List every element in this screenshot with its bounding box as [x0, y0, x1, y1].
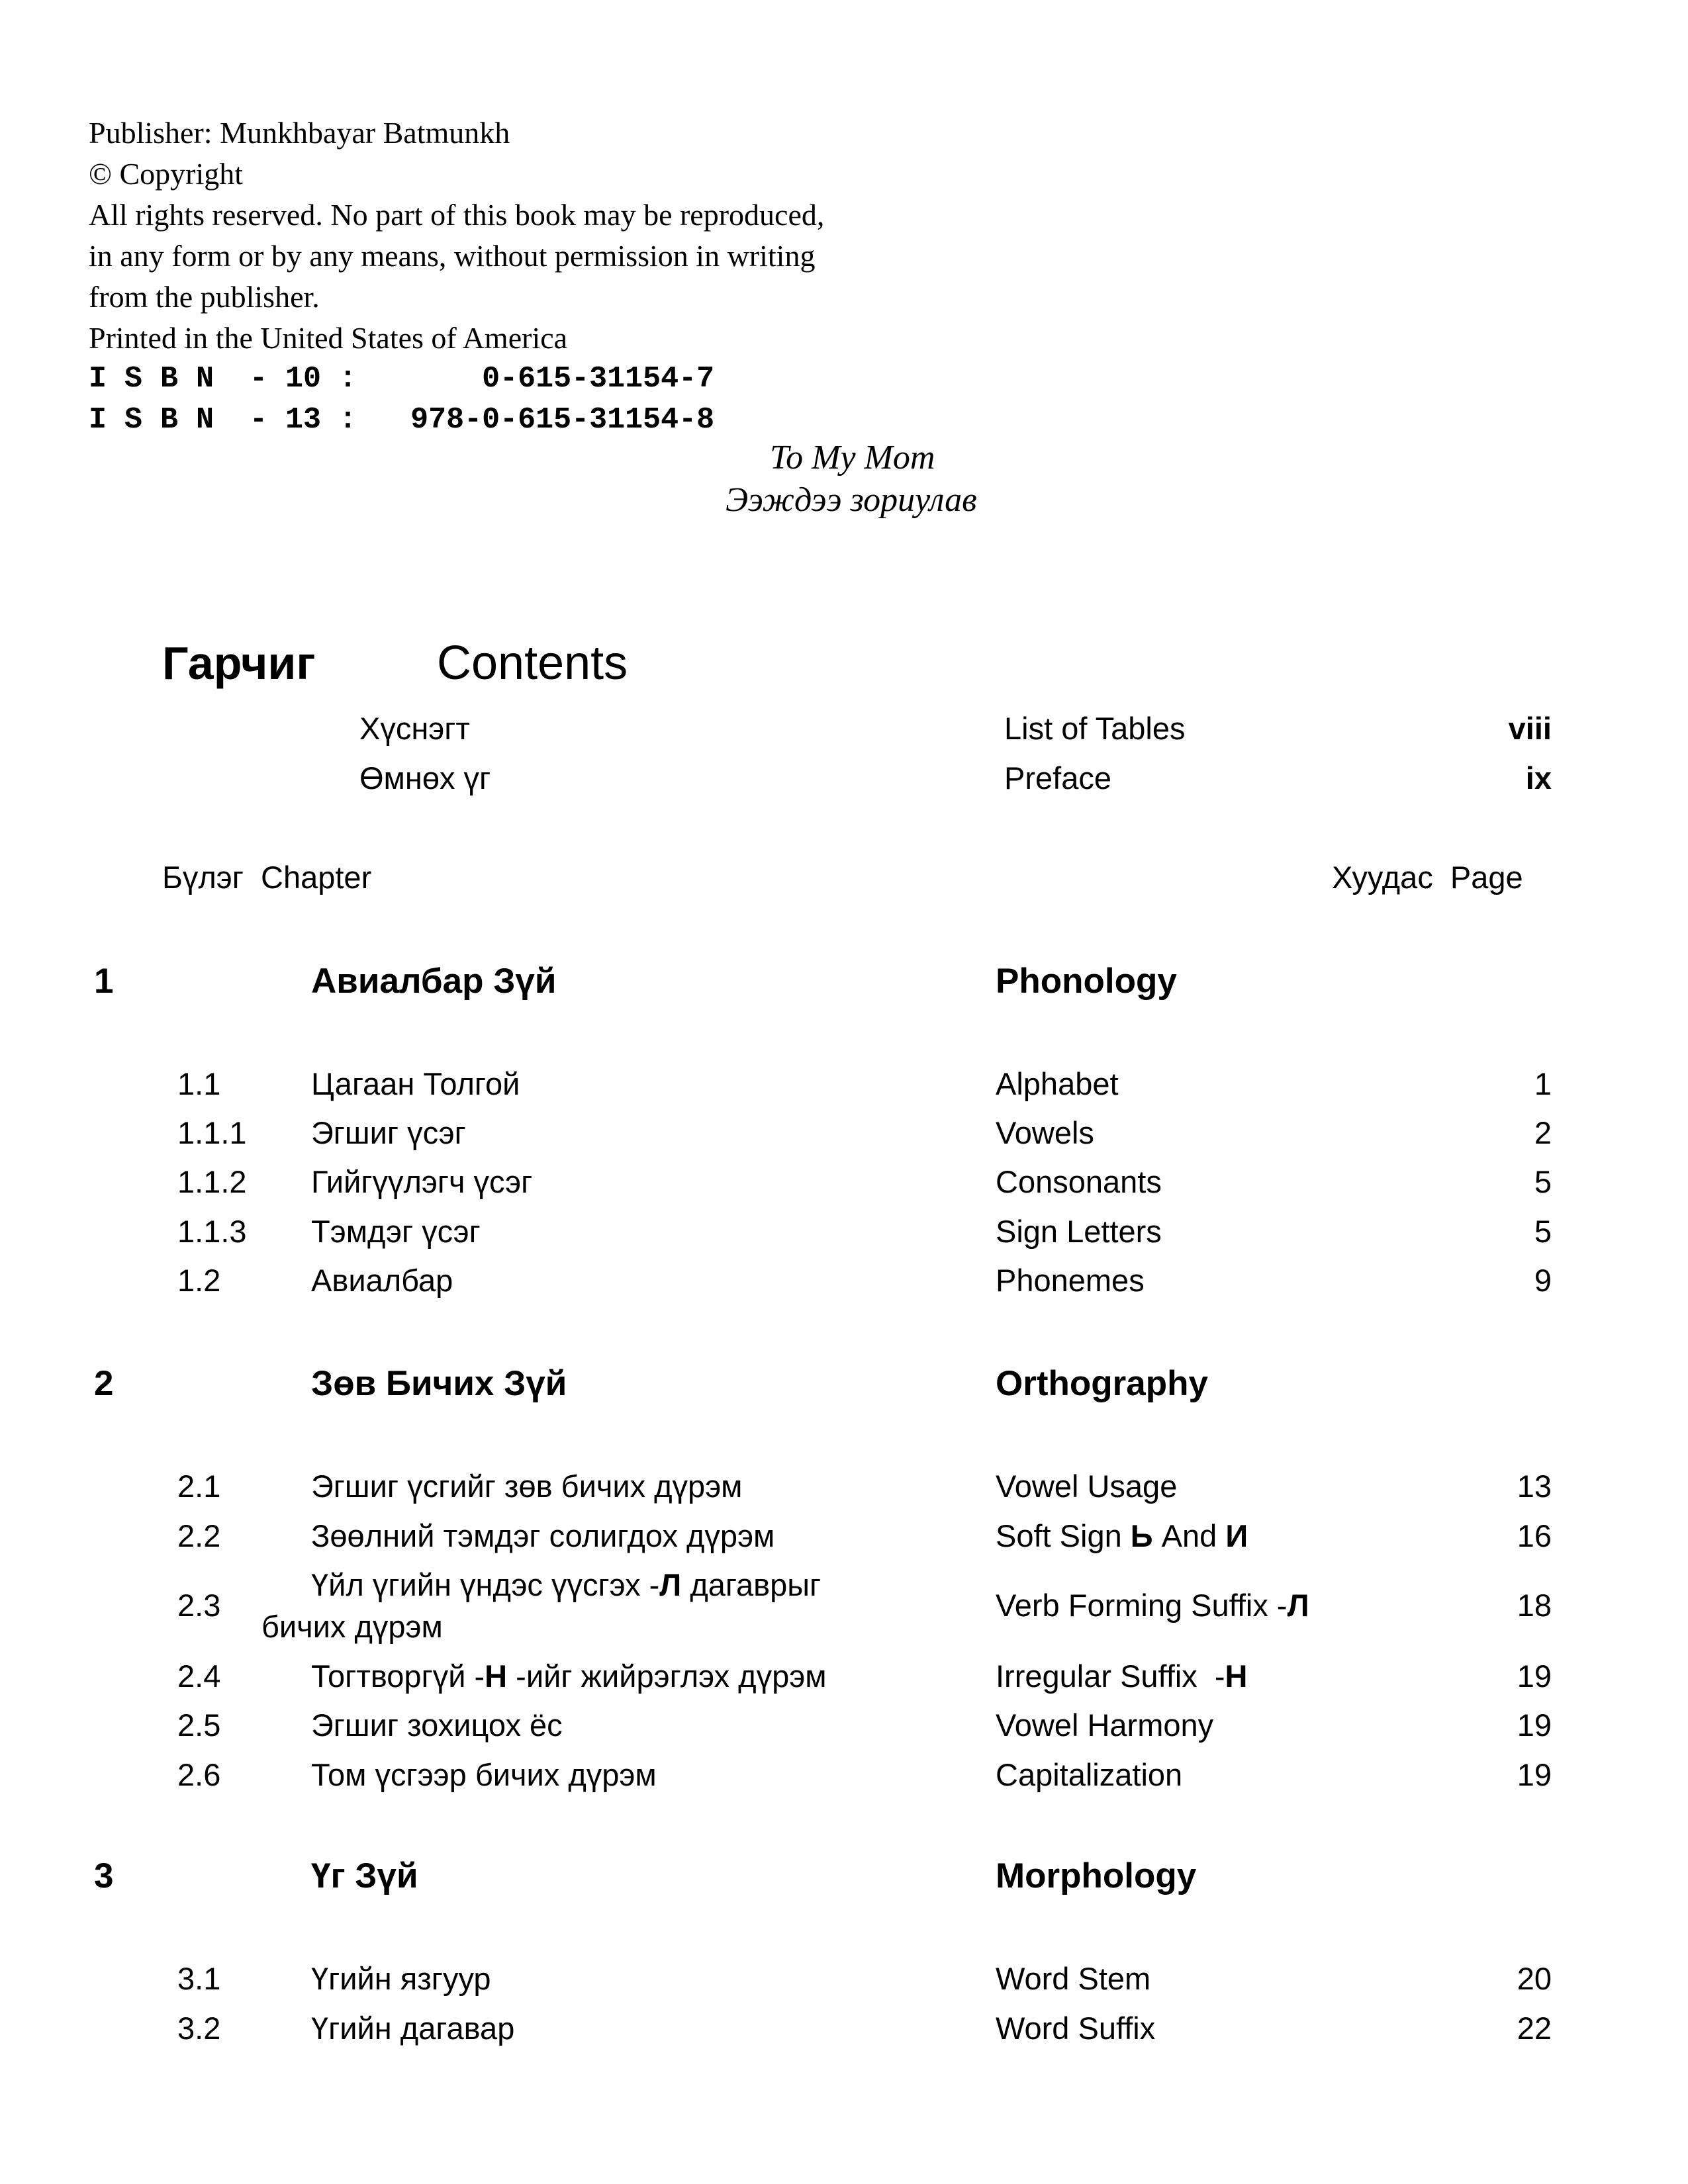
- section-page: 2: [1534, 1115, 1552, 1150]
- section-page: 1: [1534, 1066, 1552, 1101]
- section-title-mn: Том үсгээр бичих дүрэм: [311, 1757, 657, 1792]
- chapter-title-mn: Зөв Бичих Зүй: [311, 1364, 567, 1403]
- section-title-en: Alphabet: [996, 1066, 1119, 1101]
- section-title-en: Vowel Usage: [996, 1469, 1178, 1504]
- section-number: 1.2: [177, 1263, 221, 1298]
- title-part: дагаврыг: [681, 1567, 821, 1602]
- contents-title-mn: Гарчиг: [162, 637, 316, 689]
- chapter-number: 2: [94, 1364, 114, 1403]
- section-title-mn: Авиалбар: [311, 1263, 453, 1298]
- section-page: 5: [1534, 1214, 1552, 1249]
- soft-sign-letter: Ь: [1130, 1518, 1153, 1553]
- section-title-mn: Үгийн дагавар: [311, 2011, 515, 2046]
- header-page: Хуудас Page: [1332, 860, 1523, 895]
- section-title-en: Word Suffix: [996, 2011, 1156, 2046]
- title-part: Verb Forming Suffix -: [996, 1588, 1288, 1623]
- section-title-mn: Эгшиг үсэг: [311, 1115, 466, 1150]
- section-title-en: [996, 1518, 1248, 1554]
- section-page: 19: [1517, 1659, 1552, 1694]
- section-title-mn: Тэмдэг үсэг: [311, 1214, 481, 1249]
- header-chapter: Бүлэг Chapter: [162, 860, 372, 895]
- chapter-number: 1: [94, 962, 114, 1001]
- front-matter-mn-tables: Хүснэгт: [359, 711, 470, 746]
- section-number: 3.1: [177, 1961, 221, 1996]
- section-title-en: Vowel Harmony: [996, 1707, 1214, 1743]
- n-letter: Н: [485, 1659, 508, 1694]
- section-title-en: Phonemes: [996, 1263, 1145, 1298]
- section-number: 2.6: [177, 1757, 221, 1792]
- section-title-mn: [311, 1567, 821, 1603]
- section-title-en: Consonants: [996, 1164, 1162, 1199]
- section-title-en: [996, 1587, 1309, 1623]
- section-title-mn-line2: бичих дүрэм: [261, 1609, 443, 1644]
- chapter-title-en: Orthography: [996, 1364, 1208, 1403]
- isbn-13: I S B N - 13 : 978-0-615-31154-8: [89, 403, 715, 437]
- chapter-title-en: Morphology: [996, 1856, 1197, 1895]
- chapter-title-mn: Авиалбар Зүй: [311, 962, 557, 1001]
- title-part: And: [1152, 1518, 1226, 1553]
- section-page: 22: [1517, 2011, 1552, 2046]
- rights-line-2: in any form or by any means, without permission in writing: [89, 239, 816, 273]
- i-letter: И: [1225, 1518, 1248, 1553]
- section-title-mn: Гийгүүлэгч үсэг: [311, 1164, 533, 1199]
- title-part: Тогтворгүй -: [311, 1659, 485, 1694]
- section-number: 2.3: [177, 1588, 221, 1623]
- section-title-en: Word Stem: [996, 1961, 1151, 1996]
- copyright-line: © Copyright: [89, 157, 244, 191]
- section-number: 1.1.2: [177, 1164, 247, 1199]
- l-letter: Л: [659, 1567, 682, 1602]
- l-letter: Л: [1287, 1588, 1309, 1623]
- section-title-en: Sign Letters: [996, 1214, 1162, 1249]
- section-page: 5: [1534, 1164, 1552, 1199]
- title-part: -ийг жийрэглэх дүрэм: [507, 1659, 827, 1694]
- section-title-en: [996, 1658, 1248, 1694]
- front-matter-page-preface: ix: [1525, 760, 1552, 796]
- front-matter-mn-preface: Өмнөх үг: [359, 760, 491, 796]
- dedication-mn: Ээждээ зориулав: [726, 481, 977, 519]
- section-number: 2.4: [177, 1659, 221, 1694]
- section-number: 1.1.3: [177, 1214, 247, 1249]
- dedication-en: To My Mom: [770, 439, 935, 477]
- chapter-title-en: Phonology: [996, 962, 1177, 1001]
- section-page: 19: [1517, 1757, 1552, 1792]
- section-title-mn: Үгийн язгуур: [311, 1961, 491, 1996]
- contents-title-en: Contents: [437, 637, 628, 690]
- front-matter-en-tables: List of Tables: [1004, 711, 1186, 746]
- section-number: 2.1: [177, 1469, 221, 1504]
- section-number: 2.2: [177, 1518, 221, 1553]
- section-title-mn: Цагаан Толгой: [311, 1066, 520, 1101]
- section-title-mn: [311, 1658, 827, 1694]
- printed-line: Printed in the United States of America: [89, 321, 568, 355]
- section-number: 3.2: [177, 2011, 221, 2046]
- title-part: Soft Sign: [996, 1518, 1131, 1553]
- isbn-10: I S B N - 10 : 0-615-31154-7: [89, 362, 715, 396]
- title-part: Үйл үгийн үндэс үүсгэх -: [311, 1567, 660, 1602]
- section-page: 9: [1534, 1263, 1552, 1298]
- title-part: Irregular Suffix -: [996, 1659, 1225, 1694]
- publisher-line: Publisher: Munkhbayar Batmunkh: [89, 116, 510, 150]
- chapter-number: 3: [94, 1856, 114, 1895]
- section-page: 13: [1517, 1469, 1552, 1504]
- n-letter: Н: [1225, 1659, 1248, 1694]
- front-matter-en-preface: Preface: [1004, 760, 1111, 796]
- section-number: 1.1: [177, 1066, 221, 1101]
- section-page: 20: [1517, 1961, 1552, 1996]
- section-number: 2.5: [177, 1707, 221, 1743]
- section-page: 19: [1517, 1707, 1552, 1743]
- section-title-mn: Зөөлний тэмдэг солигдох дүрэм: [311, 1518, 775, 1553]
- section-title-mn: Эгшиг үсгийг зөв бичих дүрэм: [311, 1469, 743, 1504]
- section-number: 1.1.1: [177, 1115, 247, 1150]
- section-page: 16: [1517, 1518, 1552, 1553]
- chapter-title-mn: Үг Зүй: [311, 1856, 418, 1895]
- section-title-en: Vowels: [996, 1115, 1094, 1150]
- section-page: 18: [1517, 1588, 1552, 1623]
- rights-line-3: from the publisher.: [89, 280, 320, 314]
- section-title-mn: Эгшиг зохицох ёс: [311, 1707, 563, 1743]
- rights-line-1: All rights reserved. No part of this book may be reproduced,: [89, 198, 825, 232]
- section-title-en: Capitalization: [996, 1757, 1183, 1792]
- copyright-block: [89, 113, 824, 441]
- front-matter-page-tables: viii: [1508, 711, 1552, 746]
